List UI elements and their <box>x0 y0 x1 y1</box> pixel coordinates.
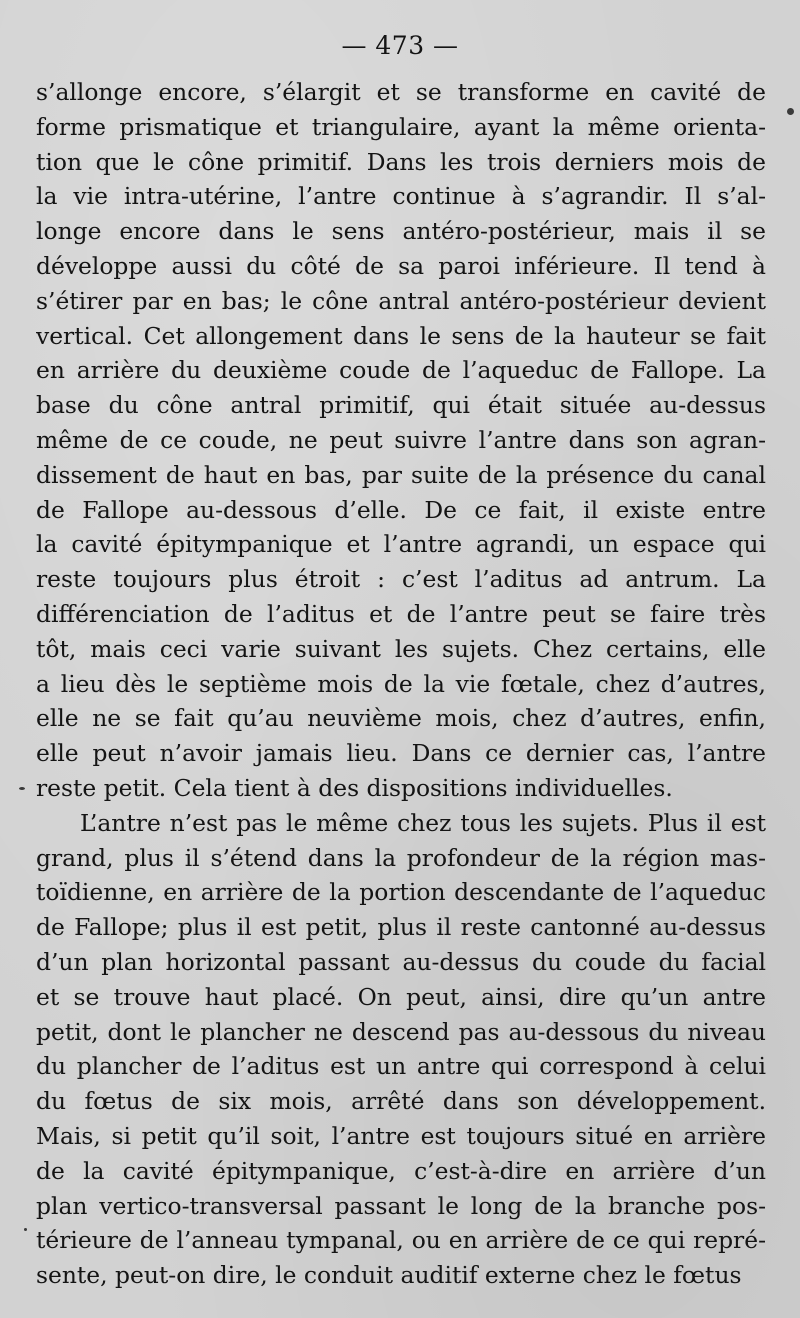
text-line: dissement de haut en bas, par suite de la présence du canal <box>36 460 766 489</box>
text-line: forme prismatique et triangulaire, ayant la même orienta- <box>36 112 766 141</box>
text-line: grand, plus il s’étend dans la profondeur de la région mas- <box>36 843 766 872</box>
text-line: base du cône antral primitif, qui était située au-dessus <box>36 391 766 420</box>
scan-speck <box>24 1228 27 1231</box>
text-line: différenciation de l’aditus et de l’antre peut se faire très <box>36 599 766 628</box>
text-line: térieure de l’anneau tympanal, ou en arrière de ce qui repré- <box>36 1226 766 1255</box>
text-line: la vie intra-utérine, l’antre continue à s’agrandir. Il s’al- <box>36 182 766 211</box>
text-line: plan vertico-transversal passant le long de la branche pos- <box>36 1191 766 1220</box>
text-line: elle peut n’avoir jamais lieu. Dans ce dernier cas, l’antre <box>36 739 766 768</box>
text-line: de la cavité épitympanique, c’est-à-dire en arrière d’un <box>36 1156 766 1185</box>
text-line: s’étirer par en bas; le cône antral antéro-postérieur devient <box>36 286 766 315</box>
text-line: s’allonge encore, s’élargit et se transforme en cavité de <box>36 78 766 106</box>
text-line: tôt, mais ceci varie suivant les sujets. Chez certains, elle <box>36 634 766 663</box>
body-text <box>36 75 766 1293</box>
scan-speck <box>787 108 794 115</box>
text-line: même de ce coude, ne peut suivre l’antre dans son agran- <box>36 425 766 454</box>
text-line: petit, dont le plancher ne descend pas au-dessous du niveau <box>36 1017 766 1046</box>
text-line: sente, peut-on dire, le conduit auditif externe chez le fœtus <box>36 1261 742 1290</box>
text-line: du plancher de l’aditus est un antre qui correspond à celui <box>36 1052 766 1081</box>
text-line: et se trouve haut placé. On peut, ainsi, dire qu’un antre <box>36 982 766 1011</box>
text-line: longe encore dans le sens antéro-postérieur, mais il se <box>36 217 766 246</box>
text-line: en arrière du deuxième coude de l’aqueduc de Fallope. La <box>36 356 766 385</box>
paragraph-end-line: reste petit. Cela tient à des dispositions individuelles. <box>36 773 673 802</box>
text-line: elle ne se fait qu’au neuvième mois, chez d’autres, enfin, <box>36 704 766 733</box>
text-line: d’un plan horizontal passant au-dessus du coude du facial <box>36 947 766 976</box>
text-line: de Fallope au-dessous d’elle. De ce fait, il existe entre <box>36 495 766 524</box>
text-line: la cavité épitympanique et l’antre agrandi, un espace qui <box>36 530 766 559</box>
text-line: a lieu dès le septième mois de la vie fœtale, chez d’autres, <box>36 669 766 698</box>
text-line: reste toujours plus étroit : c’est l’aditus ad antrum. La <box>36 565 766 594</box>
scan-speck <box>19 787 25 790</box>
page-number: — 473 — <box>341 31 459 60</box>
text-line: tion que le cône primitif. Dans les trois derniers mois de <box>36 147 766 176</box>
paragraph-start-line: L’antre n’est pas le même chez tous les sujets. Plus il est <box>80 808 766 837</box>
text-line: Mais, si petit qu’il soit, l’antre est toujours situé en arrière <box>36 1121 766 1150</box>
text-line: de Fallope; plus il est petit, plus il reste cantonné au-dessus <box>36 913 766 942</box>
text-line: développe aussi du côté de sa paroi inférieure. Il tend à <box>36 251 766 280</box>
text-line: du fœtus de six mois, arrêté dans son développement. <box>36 1087 766 1116</box>
text-line: vertical. Cet allongement dans le sens de la hauteur se fait <box>36 321 766 350</box>
text-line: toïdienne, en arrière de la portion descendante de l’aqueduc <box>36 878 766 907</box>
